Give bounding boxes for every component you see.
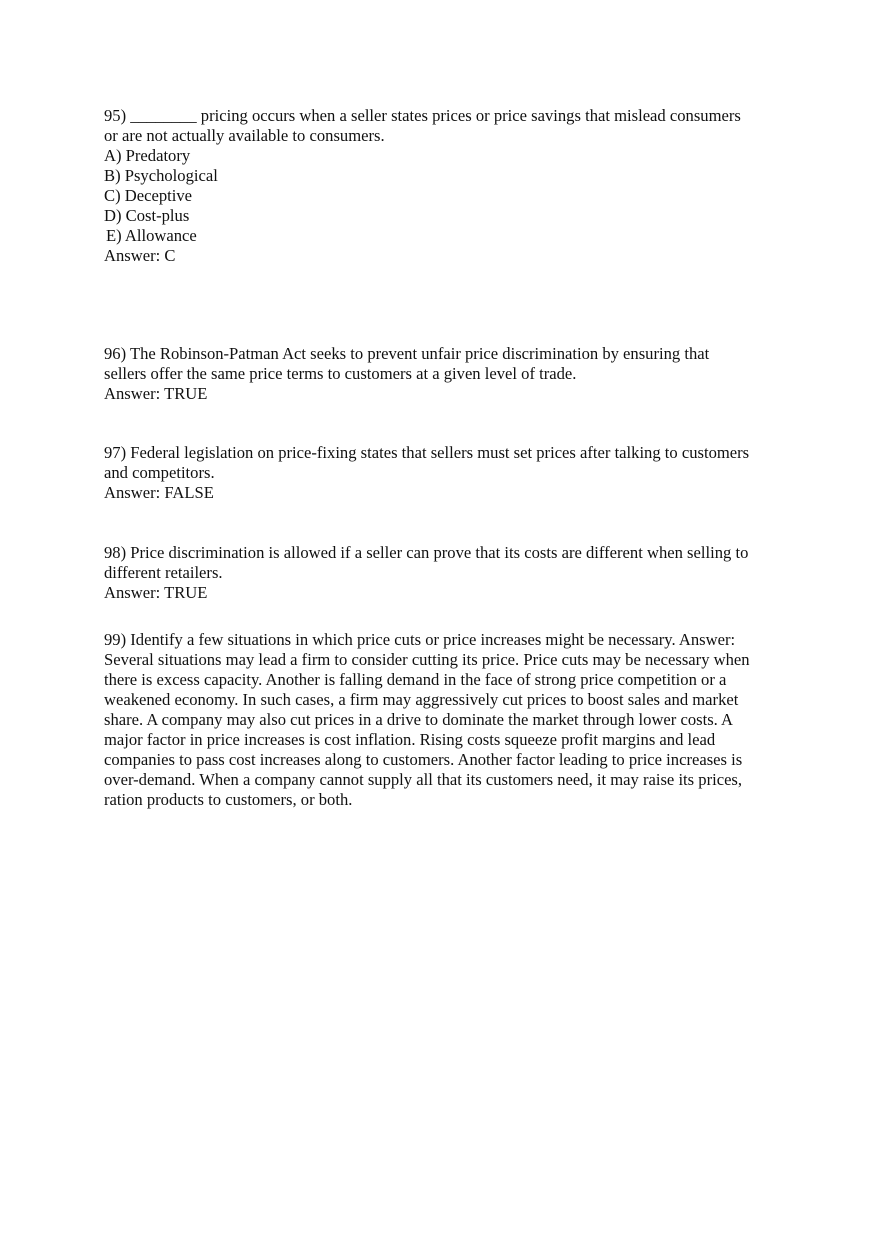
question-body-line: over-demand. When a company cannot supply all that its customers need, it may raise its prices, <box>104 770 743 789</box>
question-body-line: share. A company may also cut prices in a drive to dominate the market through lower costs. A <box>104 710 734 729</box>
question-body-line: there is excess capacity. Another is falling demand in the face of strong price competition or a <box>104 670 727 689</box>
question-98 <box>104 543 784 603</box>
question-body-line: Several situations may lead a firm to consider cutting its price. Price cuts may be necessary when <box>104 650 750 669</box>
question-body-line: weakened economy. In such cases, a firm may aggressively cut prices to boost sales and market <box>104 690 739 709</box>
answer-option-c: C) Deceptive <box>104 186 193 205</box>
answer-option-d: D) Cost-plus <box>104 206 190 225</box>
question-body-line: major factor in price increases is cost inflation. Rising costs squeeze profit margins and lead <box>104 730 716 749</box>
question-stem-line: 98) Price discrimination is allowed if a seller can prove that its costs are different when selling to <box>104 543 749 562</box>
answer-option-a: A) Predatory <box>104 146 191 165</box>
question-95 <box>104 106 784 266</box>
answer-key: Answer: FALSE <box>104 483 214 502</box>
question-stem-line: 96) The Robinson-Patman Act seeks to prevent unfair price discrimination by ensuring that <box>104 344 710 363</box>
question-99 <box>104 630 784 810</box>
question-body-line: ration products to customers, or both. <box>104 790 353 809</box>
answer-key: Answer: C <box>104 246 176 265</box>
question-stem-line: or are not actually available to consumers. <box>104 126 385 145</box>
question-stem-line: 97) Federal legislation on price-fixing states that sellers must set prices after talking to customers <box>104 443 750 462</box>
question-stem-line: sellers offer the same price terms to customers at a given level of trade. <box>104 364 577 383</box>
answer-key: Answer: TRUE <box>104 583 208 602</box>
answer-option-b: B) Psychological <box>104 166 218 185</box>
question-97 <box>104 443 784 503</box>
answer-option-e: E) Allowance <box>106 226 197 245</box>
question-body-line: 99) Identify a few situations in which price cuts or price increases might be necessary. Answer: <box>104 630 736 649</box>
question-stem-line: 95) ________ pricing occurs when a seller states prices or price savings that mislead consumers <box>104 106 741 125</box>
answer-key: Answer: TRUE <box>104 384 208 403</box>
question-96 <box>104 344 784 404</box>
question-stem-line: and competitors. <box>104 463 215 482</box>
question-body-line: companies to pass cost increases along to customers. Another factor leading to price increases is <box>104 750 743 769</box>
question-stem-line: different retailers. <box>104 563 223 582</box>
